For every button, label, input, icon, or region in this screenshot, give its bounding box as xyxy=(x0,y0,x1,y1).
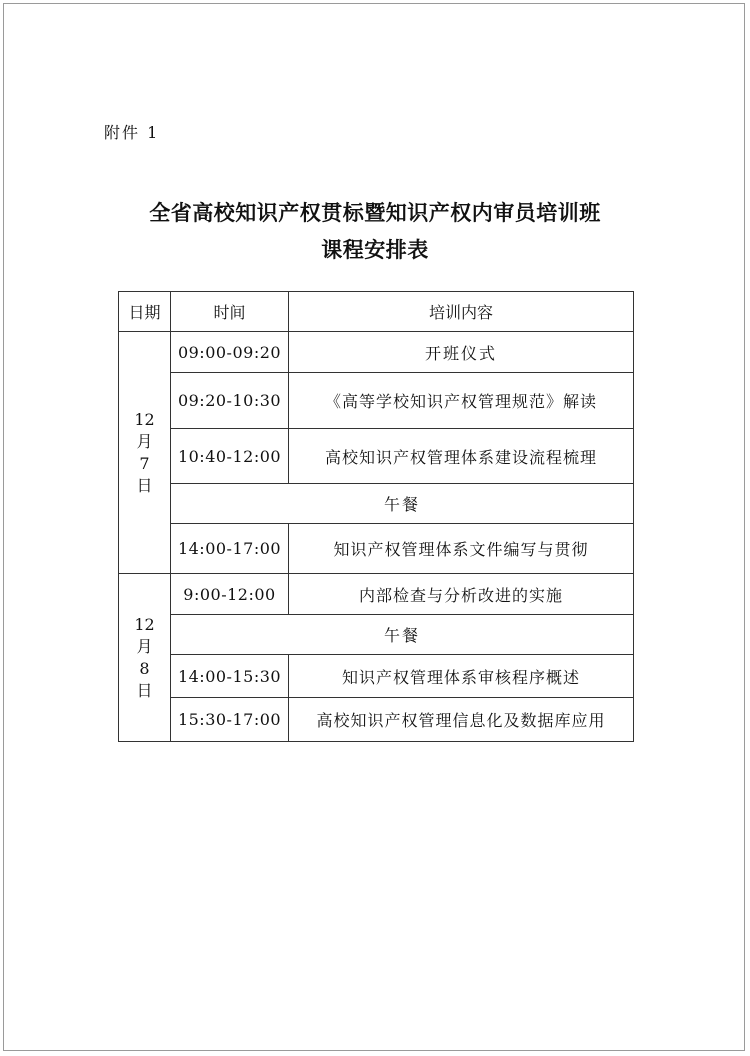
header-content: 培训内容 xyxy=(289,292,634,332)
date-cell-day2 xyxy=(119,574,171,742)
document-title-line2: 课程安排表 xyxy=(321,237,429,262)
content-cell: 知识产权管理体系审核程序概述 xyxy=(289,655,634,698)
content-cell: 知识产权管理体系文件编写与贯彻 xyxy=(289,524,634,574)
lunch-row xyxy=(119,615,634,655)
date-cell-day1 xyxy=(119,332,171,574)
date-line: 7 xyxy=(139,453,150,473)
content-cell: 内部检查与分析改进的实施 xyxy=(289,574,634,615)
table-row xyxy=(119,655,634,698)
content-cell: 高校知识产权管理信息化及数据库应用 xyxy=(289,698,634,742)
date-line: 月 xyxy=(136,431,153,451)
time-cell: 9:00-12:00 xyxy=(171,574,289,615)
time-cell: 09:00-09:20 xyxy=(171,332,289,373)
schedule-table xyxy=(118,291,634,742)
content-cell: 高校知识产权管理体系建设流程梳理 xyxy=(289,429,634,484)
table-row xyxy=(119,332,634,373)
table-row xyxy=(119,574,634,615)
lunch-row xyxy=(119,484,634,524)
table-row xyxy=(119,429,634,484)
time-cell: 09:20-10:30 xyxy=(171,373,289,429)
date-line: 日 xyxy=(136,475,153,495)
content-cell: 开班仪式 xyxy=(289,332,634,373)
date-line: 12 xyxy=(134,614,155,634)
header-time: 时间 xyxy=(171,292,289,332)
time-cell: 10:40-12:00 xyxy=(171,429,289,484)
date-line: 日 xyxy=(136,680,153,700)
date-line: 12 xyxy=(134,409,155,429)
table-header-row xyxy=(119,292,634,332)
attachment-label: 附件 1 xyxy=(104,123,160,142)
table-row xyxy=(119,698,634,742)
document-title-line1: 全省高校知识产权贯标暨知识产权内审员培训班 xyxy=(149,200,601,225)
date-line: 月 xyxy=(136,636,153,656)
table-row xyxy=(119,373,634,429)
header-date: 日期 xyxy=(119,292,171,332)
time-cell: 14:00-17:00 xyxy=(171,524,289,574)
table-row xyxy=(119,524,634,574)
time-cell: 14:00-15:30 xyxy=(171,655,289,698)
lunch-cell: 午餐 xyxy=(171,484,634,524)
lunch-cell: 午餐 xyxy=(171,615,634,655)
content-cell: 《高等学校知识产权管理规范》解读 xyxy=(289,373,634,429)
date-line: 8 xyxy=(139,658,150,678)
time-cell: 15:30-17:00 xyxy=(171,698,289,742)
